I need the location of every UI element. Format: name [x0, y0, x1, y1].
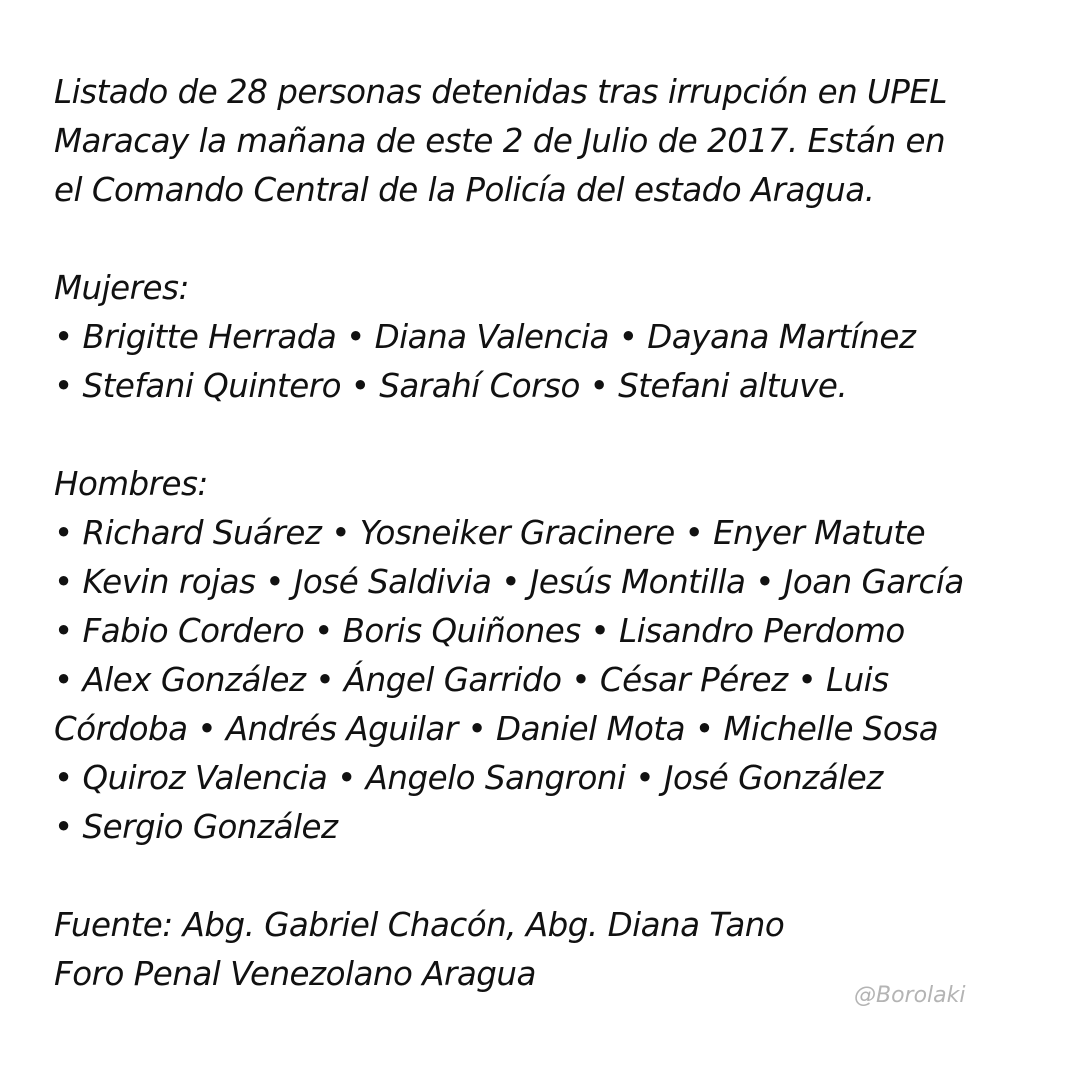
- men-list-line: • Quiroz Valencia • Angelo Sangroni • José González: [54, 759, 883, 797]
- source-line: Foro Penal Venezolano Aragua: [54, 955, 536, 993]
- men-list-line: Córdoba • Andrés Aguilar • Daniel Mota • Michelle Sosa: [54, 710, 939, 748]
- paragraph-gap: [54, 215, 1044, 264]
- paragraph-gap: [54, 411, 1044, 460]
- women-section: [54, 264, 1044, 411]
- women-heading: Mujeres:: [54, 269, 189, 307]
- intro-paragraph: [54, 68, 1044, 215]
- document-body: [54, 68, 1044, 999]
- source-line: Fuente: Abg. Gabriel Chacón, Abg. Diana Tano: [54, 906, 785, 944]
- watermark: @Borolaki: [854, 983, 966, 1008]
- men-section: [54, 460, 1044, 852]
- men-list-line: • Kevin rojas • José Saldivia • Jesús Montilla • Joan García: [54, 563, 964, 601]
- paragraph-gap: [54, 852, 1044, 901]
- intro-line: el Comando Central de la Policía del estado Aragua.: [54, 171, 875, 209]
- men-list-line: • Fabio Cordero • Boris Quiñones • Lisandro Perdomo: [54, 612, 905, 650]
- men-list-line: • Richard Suárez • Yosneiker Gracinere • Enyer Matute: [54, 514, 926, 552]
- women-list-line: • Brigitte Herrada • Diana Valencia • Dayana Martínez: [54, 318, 916, 356]
- men-list-line: • Alex González • Ángel Garrido • César Pérez • Luis: [54, 661, 889, 699]
- women-list-line: • Stefani Quintero • Sarahí Corso • Stefani altuve.: [54, 367, 848, 405]
- intro-line: Listado de 28 personas detenidas tras irrupción en UPEL: [54, 73, 948, 111]
- intro-line: Maracay la mañana de este 2 de Julio de 2017. Están en: [54, 122, 946, 160]
- men-heading: Hombres:: [54, 465, 208, 503]
- men-list-line: • Sergio González: [54, 808, 338, 846]
